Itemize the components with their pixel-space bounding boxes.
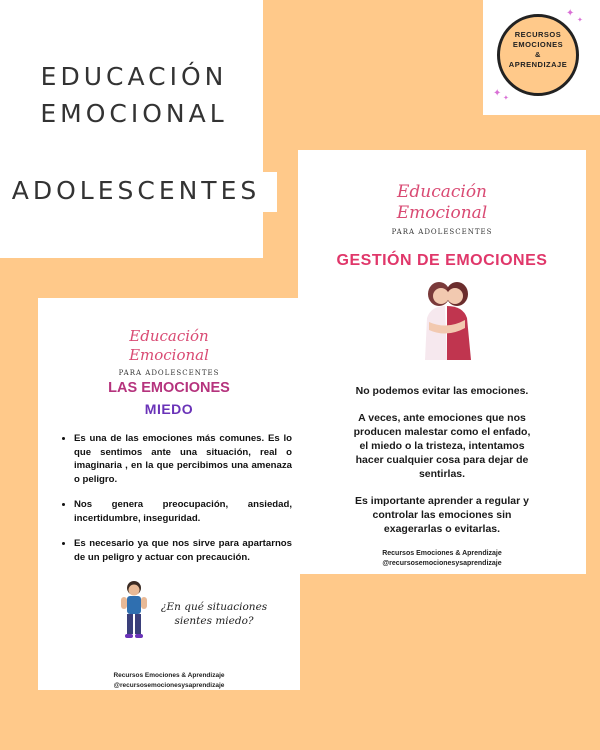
hugging-people-illustration xyxy=(417,278,477,360)
card-heading: GESTIÓN DE EMOCIONES xyxy=(336,252,548,269)
scared-person-illustration xyxy=(118,580,150,640)
logo-line-4: APRENDIZAJE xyxy=(508,60,568,69)
list-item: • Es necesario ya que nos sirve para apartarnos de un peligro y actuar con precaución. xyxy=(74,537,292,564)
question-line-2: sientes miedo? xyxy=(174,615,254,627)
script-title-line-1: Educación xyxy=(129,327,209,345)
card-credit xyxy=(298,549,586,569)
logo-line-1: RECURSOS xyxy=(514,30,562,39)
script-title-line-1: Educación xyxy=(396,182,488,202)
card-subtitle: PARA ADOLESCENTES xyxy=(391,228,493,236)
sparkle-icon: ✦ xyxy=(566,8,575,19)
script-title-line-2: Emocional xyxy=(129,346,209,364)
card-body xyxy=(348,384,536,549)
question-line-1: ¿En qué situaciones xyxy=(160,601,268,613)
sparkle-icon: ✦ xyxy=(503,95,509,102)
card-heading: LAS EMOCIONES xyxy=(108,380,230,396)
main-title-line-3: ADOLESCENTES xyxy=(11,176,261,205)
credit-handle: @recursosemocionesysaprendizaje xyxy=(382,560,502,567)
sparkle-icon: ✦ xyxy=(493,88,502,99)
main-title-line-1: EDUCACIÓN xyxy=(40,62,228,91)
body-paragraph: Es importante aprender a regular y controlar las emociones sin exagerarlas o evitarlas. xyxy=(355,495,529,535)
title-panel xyxy=(0,0,263,258)
sparkle-icon: ✦ xyxy=(577,17,583,24)
card-las-emociones-miedo xyxy=(38,298,300,690)
logo-text xyxy=(497,30,579,70)
body-paragraph: A veces, ante emociones que nos producen malestar como el enfado, el miedo o la tristeza, intentamos hacer cualquier cosa para dejar de sentirlas. xyxy=(353,412,531,480)
card-credit xyxy=(38,671,300,691)
card-subheading: MIEDO xyxy=(144,401,194,417)
main-title-line-2: EMOCIONAL xyxy=(40,99,228,128)
credit-name: Recursos Emociones & Aprendizaje xyxy=(113,672,225,679)
credit-name: Recursos Emociones & Aprendizaje xyxy=(382,550,502,557)
question-text xyxy=(158,600,270,628)
card-gestion-emociones xyxy=(298,150,586,574)
bullet-list xyxy=(60,432,292,576)
credit-handle: @recursosemocionesysaprendizaje xyxy=(113,682,225,689)
logo-line-2: EMOCIONES xyxy=(512,40,564,49)
list-item: • Es una de las emociones más comunes. Es lo que sentimos ante una situación, real o imaginaria , en la que percibimos una amenaza o peligro. xyxy=(74,432,292,486)
list-item: • Nos genera preocupación, ansiedad, incertidumbre, inseguridad. xyxy=(74,498,292,525)
logo-line-3: & xyxy=(535,50,541,59)
card-subtitle: PARA ADOLESCENTES xyxy=(118,369,220,377)
script-title-line-2: Emocional xyxy=(396,203,488,223)
body-paragraph: No podemos evitar las emociones. xyxy=(355,385,529,397)
